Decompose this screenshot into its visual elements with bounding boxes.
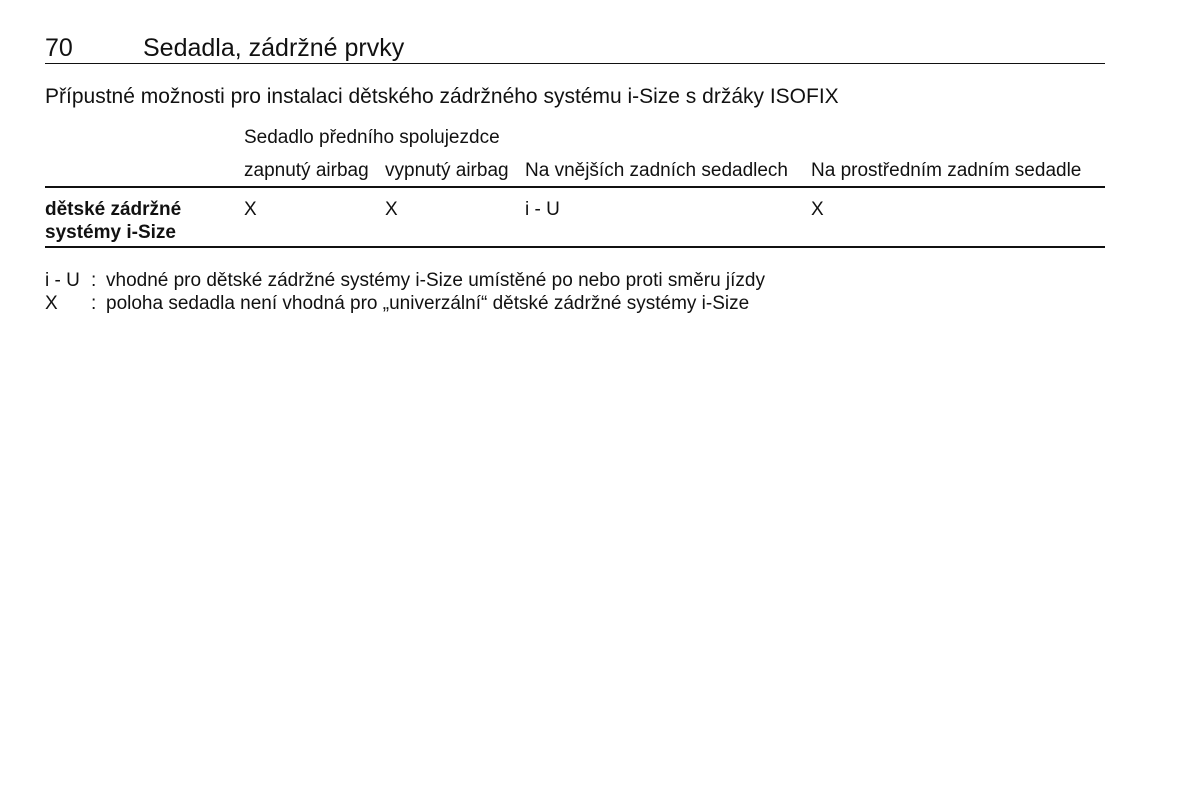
legend-separator: : [91, 293, 97, 314]
column-header-middle-rear-seat: Na prostředním zadním sedadle [811, 160, 1082, 181]
table-header-rule [45, 186, 1105, 188]
legend-description: vhodné pro dětské zádržné systémy i-Size umístěné po nebo proti směru jízdy [106, 270, 765, 291]
row-label-line-2: systémy i-Size [45, 222, 176, 243]
column-header-airbag-off: vypnutý airbag [385, 160, 509, 181]
table-cell: X [244, 199, 257, 220]
table-cell: X [385, 199, 398, 220]
table-title: Přípustné možnosti pro instalaci dětského zádržného systému i-Size s držáky ISOFIX [45, 85, 839, 108]
column-header-airbag-on: zapnutý airbag [244, 160, 369, 181]
table-bottom-rule [45, 246, 1105, 248]
column-group-header: Sedadlo předního spolujezdce [244, 127, 500, 148]
chapter-title: Sedadla, zádržné prvky [143, 34, 405, 62]
row-label [45, 198, 225, 244]
legend-key: i - U [45, 270, 80, 291]
header-divider [45, 63, 1105, 64]
legend-description: poloha sedadla není vhodná pro „univerzální“ dětské zádržné systémy i-Size [106, 293, 750, 314]
table-cell: X [811, 199, 824, 220]
page-number: 70 [45, 34, 73, 62]
column-header-outer-rear-seats: Na vnějších zadních sedadlech [525, 160, 788, 181]
legend-key: X [45, 293, 58, 314]
row-label-line-1: dětské zádržné [45, 199, 182, 220]
table-cell: i - U [525, 199, 560, 220]
legend-separator: : [91, 270, 97, 291]
